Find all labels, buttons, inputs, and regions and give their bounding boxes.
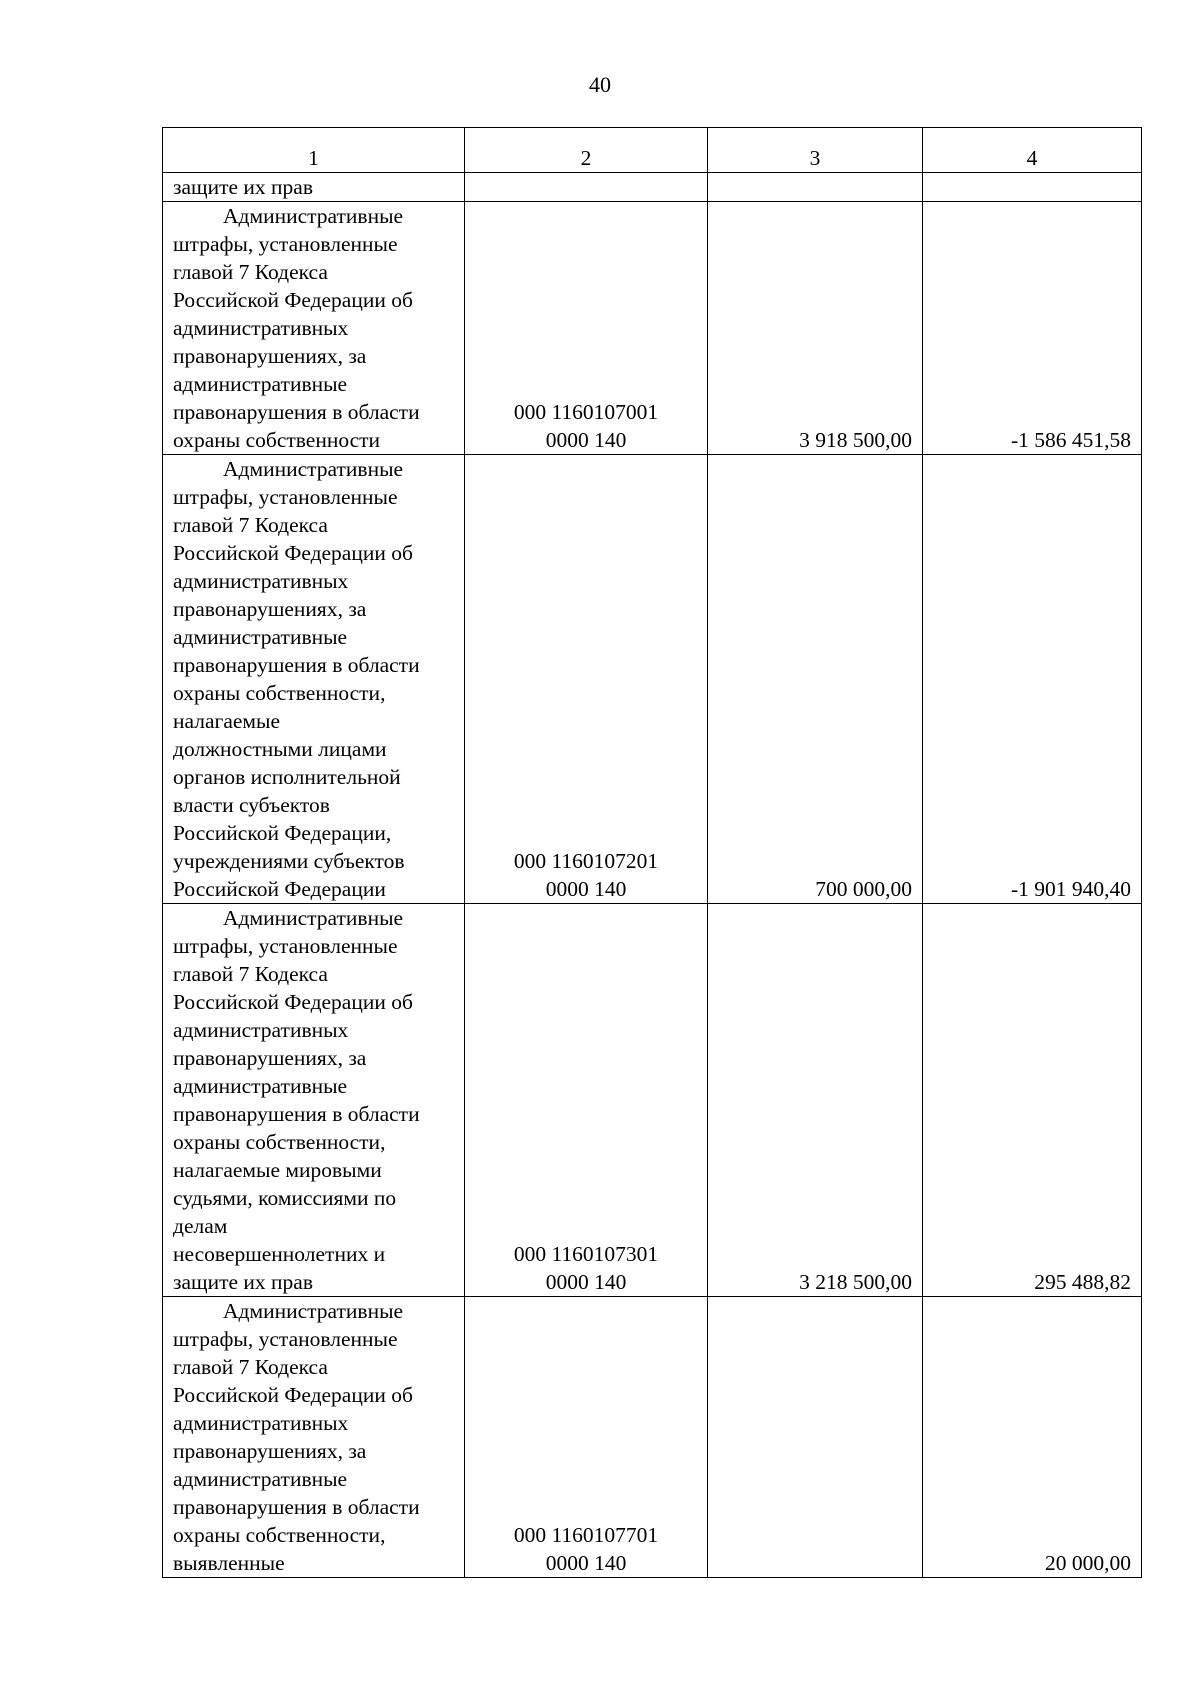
description-line: административных — [173, 1411, 349, 1435]
description-line: штрафы, установленные — [173, 1327, 398, 1351]
description-line: охраны собственности, — [173, 681, 386, 705]
amount-cell: 3 918 500,00 — [708, 202, 923, 455]
description-line: делам — [173, 1214, 228, 1238]
description-line: главой 7 Кодекса — [173, 513, 328, 537]
amount-cell: 3 218 500,00 — [708, 904, 923, 1297]
budget-code-cell — [465, 455, 708, 904]
budget-code-line: 0000 140 — [545, 1551, 627, 1575]
table-row — [163, 1297, 1142, 1578]
description-line: защите их прав — [173, 1270, 313, 1294]
change-cell: -1 901 940,40 — [923, 455, 1142, 904]
table-row — [163, 202, 1142, 455]
description-line: учреждениями субъектов — [173, 849, 405, 873]
header-cell-4: 4 — [923, 128, 1142, 173]
description-line: Российской Федерации об — [173, 288, 413, 312]
budget-code-line: 0000 140 — [545, 1270, 627, 1294]
header-cell-2: 2 — [465, 128, 708, 173]
budget-code-line: 000 1160107701 — [513, 1523, 659, 1547]
description-line: административных — [173, 316, 349, 340]
header-cell-3: 3 — [708, 128, 923, 173]
budget-code-cell — [465, 904, 708, 1297]
change-cell: -1 586 451,58 — [923, 202, 1142, 455]
description-line: штрафы, установленные — [173, 232, 398, 256]
description-cell — [163, 455, 465, 904]
table-row — [163, 173, 1142, 202]
budget-code-line: 000 1160107301 — [513, 1242, 659, 1266]
description-line: охраны собственности, — [173, 1130, 386, 1154]
budget-code-line: 0000 140 — [545, 877, 627, 901]
description-line: правонарушения в области — [173, 1102, 420, 1126]
description-line: главой 7 Кодекса — [173, 1355, 328, 1379]
change-cell — [923, 173, 1142, 202]
description-line: правонарушения в области — [173, 653, 420, 677]
page-number: 40 — [589, 72, 611, 97]
description-line: правонарушениях, за — [173, 597, 367, 621]
budget-code-cell — [465, 202, 708, 455]
description-line: охраны собственности — [173, 428, 381, 452]
description-line: административные — [173, 1074, 348, 1098]
description-line: правонарушениях, за — [173, 344, 367, 368]
description-line: правонарушениях, за — [173, 1439, 367, 1463]
description-line: должностными лицами — [173, 737, 387, 761]
description-line: административных — [173, 569, 349, 593]
description-line: административных — [173, 1018, 349, 1042]
description-line: главой 7 Кодекса — [173, 962, 328, 986]
description-line: выявленные — [173, 1551, 285, 1575]
table-body — [163, 128, 1142, 1578]
description-line: Российской Федерации об — [173, 1383, 413, 1407]
description-line: штрафы, установленные — [173, 934, 398, 958]
budget-code-cell — [465, 1297, 708, 1578]
description-line: судьями, комиссиями по — [173, 1186, 397, 1210]
description-line: органов исполнительной — [173, 765, 401, 789]
description-line: несовершеннолетних и — [173, 1242, 386, 1266]
description-line: административные — [173, 625, 348, 649]
header-cell-1: 1 — [163, 128, 465, 173]
description-line: власти субъектов — [173, 793, 330, 817]
description-line: Административные — [223, 457, 404, 481]
budget-code-line: 0000 140 — [545, 428, 627, 452]
description-line: защите их прав — [173, 175, 313, 199]
amount-cell — [708, 173, 923, 202]
description-line: Административные — [223, 204, 404, 228]
description-line: главой 7 Кодекса — [173, 260, 328, 284]
description-line: правонарушениях, за — [173, 1046, 367, 1070]
description-line: Административные — [223, 1299, 404, 1323]
description-cell — [163, 202, 465, 455]
table-row — [163, 904, 1142, 1297]
description-line: Административные — [223, 906, 404, 930]
description-line: правонарушения в области — [173, 400, 420, 424]
description-cell — [163, 904, 465, 1297]
description-cell — [163, 1297, 465, 1578]
description-line: Российской Федерации об — [173, 541, 413, 565]
description-line: административные — [173, 372, 348, 396]
budget-code-line: 000 1160107201 — [513, 849, 659, 873]
table-row — [163, 455, 1142, 904]
description-line: Российской Федерации — [173, 877, 386, 901]
description-line: правонарушения в области — [173, 1495, 420, 1519]
amount-cell: 700 000,00 — [708, 455, 923, 904]
table-header-row — [163, 128, 1142, 173]
budget-code-cell — [465, 173, 708, 202]
change-cell: 295 488,82 — [923, 904, 1142, 1297]
description-line: налагаемые — [173, 709, 281, 733]
description-cell — [163, 173, 465, 202]
description-line: Российской Федерации, — [173, 821, 392, 845]
description-line: охраны собственности, — [173, 1523, 386, 1547]
budget-code-line: 000 1160107001 — [513, 400, 659, 424]
description-line: налагаемые мировыми — [173, 1158, 382, 1182]
description-line: Российской Федерации об — [173, 990, 413, 1014]
description-line: штрафы, установленные — [173, 485, 398, 509]
amount-cell — [708, 1297, 923, 1578]
change-cell: 20 000,00 — [923, 1297, 1142, 1578]
description-line: административные — [173, 1467, 348, 1491]
budget-table — [162, 127, 1142, 1578]
